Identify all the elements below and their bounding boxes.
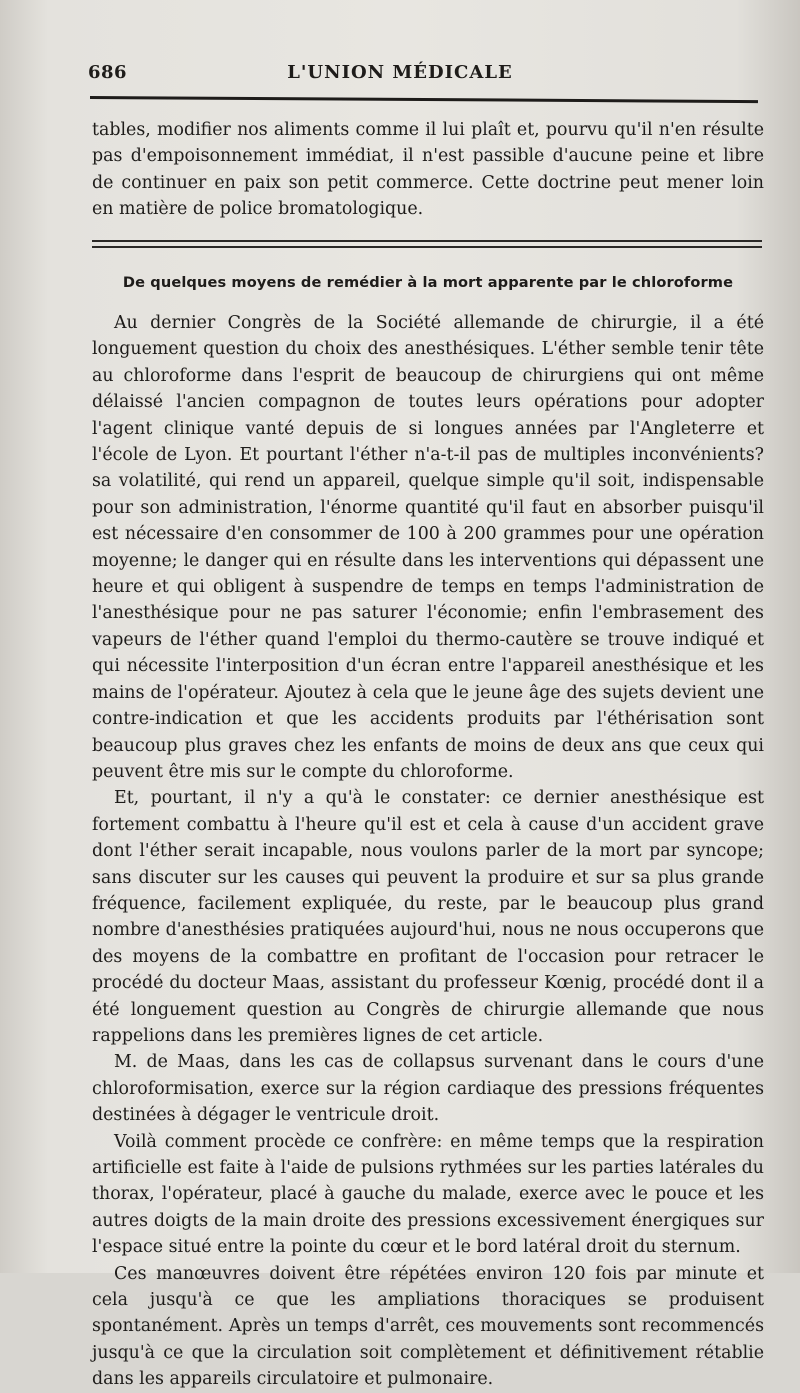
- running-header: [0, 62, 800, 92]
- intro-paragraph: tables, modifier nos aliments comme il lui plaît et, pourvu qu'il n'en résulte pas d'empoisonnement immédiat, il n'est passible d'aucune peine et libre de continuer en paix son petit commerce. Cette doctrine peut mener loin en matière de police bromatologique.: [92, 120, 764, 220]
- journal-title: L'UNION MÉDICALE: [287, 62, 513, 83]
- intro-paragraph-block: [92, 117, 764, 223]
- header-rule: [90, 96, 758, 103]
- article-paragraph-4: Voilà comment procède ce confrère: en même temps que la respiration artificielle est faite à l'aide de pulsions rythmées sur les parties latérales du thorax, l'opérateur, placé à gauche du malade, exerce avec le pouce et les autres doigts de la main droite des pressions excessivement énergiques sur l'espace situé entre la pointe du cœur et le bord latéral droit du sternum.: [92, 1131, 764, 1258]
- divider-line-bottom: [92, 246, 762, 248]
- article-paragraph-2: Et, pourtant, il n'y a qu'à le constater: ce dernier anesthésique est fortement combattu à l'heure qu'il est et cela à cause d'un accident grave dont l'éther serait incapable, nous voulons parler de la mort par syncope; sans discuter sur les causes qui peuvent la produire et sur sa plus grande fréquence, facilement expliquée, du reste, par le beaucoup plus grand nombre d'anesthésies pratiquées aujourd'hui, nous ne nous occuperons que des moyens de la combattre en profitant de l'occasion pour retracer le procédé du docteur Maas, assistant du professeur Kœnig, procédé dont il a été longuement question au Congrès de chirurgie allemande que nous rappelions dans les premières lignes de cet article.: [92, 788, 764, 1046]
- article-body: [92, 310, 764, 1393]
- divider-line-top: [92, 240, 762, 242]
- article-title: De quelques moyens de remédier à la mort apparente par le chloroforme: [122, 274, 734, 291]
- article-paragraph-5: Ces manœuvres doivent être répétées environ 120 fois par minute et cela jusqu'à ce que les ampliations thoraciques se produisent spontanément. Après un temps d'arrêt, ces mouvements sont recommencés jusqu'à ce que la circulation soit complètement et définitivement rétablie dans les appareils circulatoire et pulmonaire.: [92, 1263, 764, 1390]
- article-paragraph-3: M. de Maas, dans les cas de collapsus survenant dans le cours d'une chloroformisation, exerce sur la région cardiaque des pressions fréquentes destinées à dégager le ventricule droit.: [92, 1052, 764, 1126]
- page-number: 686: [88, 62, 128, 83]
- section-divider: [92, 240, 762, 252]
- article-paragraph-1: Au dernier Congrès de la Société allemande de chirurgie, il a été longuement question du choix des anesthésiques. L'éther semble tenir tête au chloroforme dans l'esprit de beaucoup de chirurgiens qui ont même délaissé l'ancien compagnon de toutes leurs opérations pour adopter l'agent clinique vanté depuis de si longues années par l'Angleterre et l'école de Lyon. Et pourtant l'éther n'a-t-il pas de multiples inconvénients? sa volatilité, qui rend un appareil, quelque simple qu'il soit, indispensable pour son administration, l'énorme quantité qu'il faut en absorber puisqu'il est nécessaire d'en consommer de 100 à 200 grammes pour une opération moyenne; le danger qui en résulte dans les interventions qui dépassent une heure et qui obligent à suspendre de temps en temps l'administration de l'anesthésique pour ne pas saturer l'économie; enfin l'embrasement des vapeurs de l'éther quand l'emploi du thermo-cautère se trouve indiqué et qui nécessite l'interposition d'un écran entre l'appareil anesthésique et les mains de l'opérateur. Ajoutez à cela que le jeune âge des sujets devient une contre-indication et que les accidents produits par l'éthérisation sont beaucoup plus graves chez les enfants de moins de deux ans que ceux qui peuvent être mis sur le compte du chloroforme.: [92, 313, 764, 782]
